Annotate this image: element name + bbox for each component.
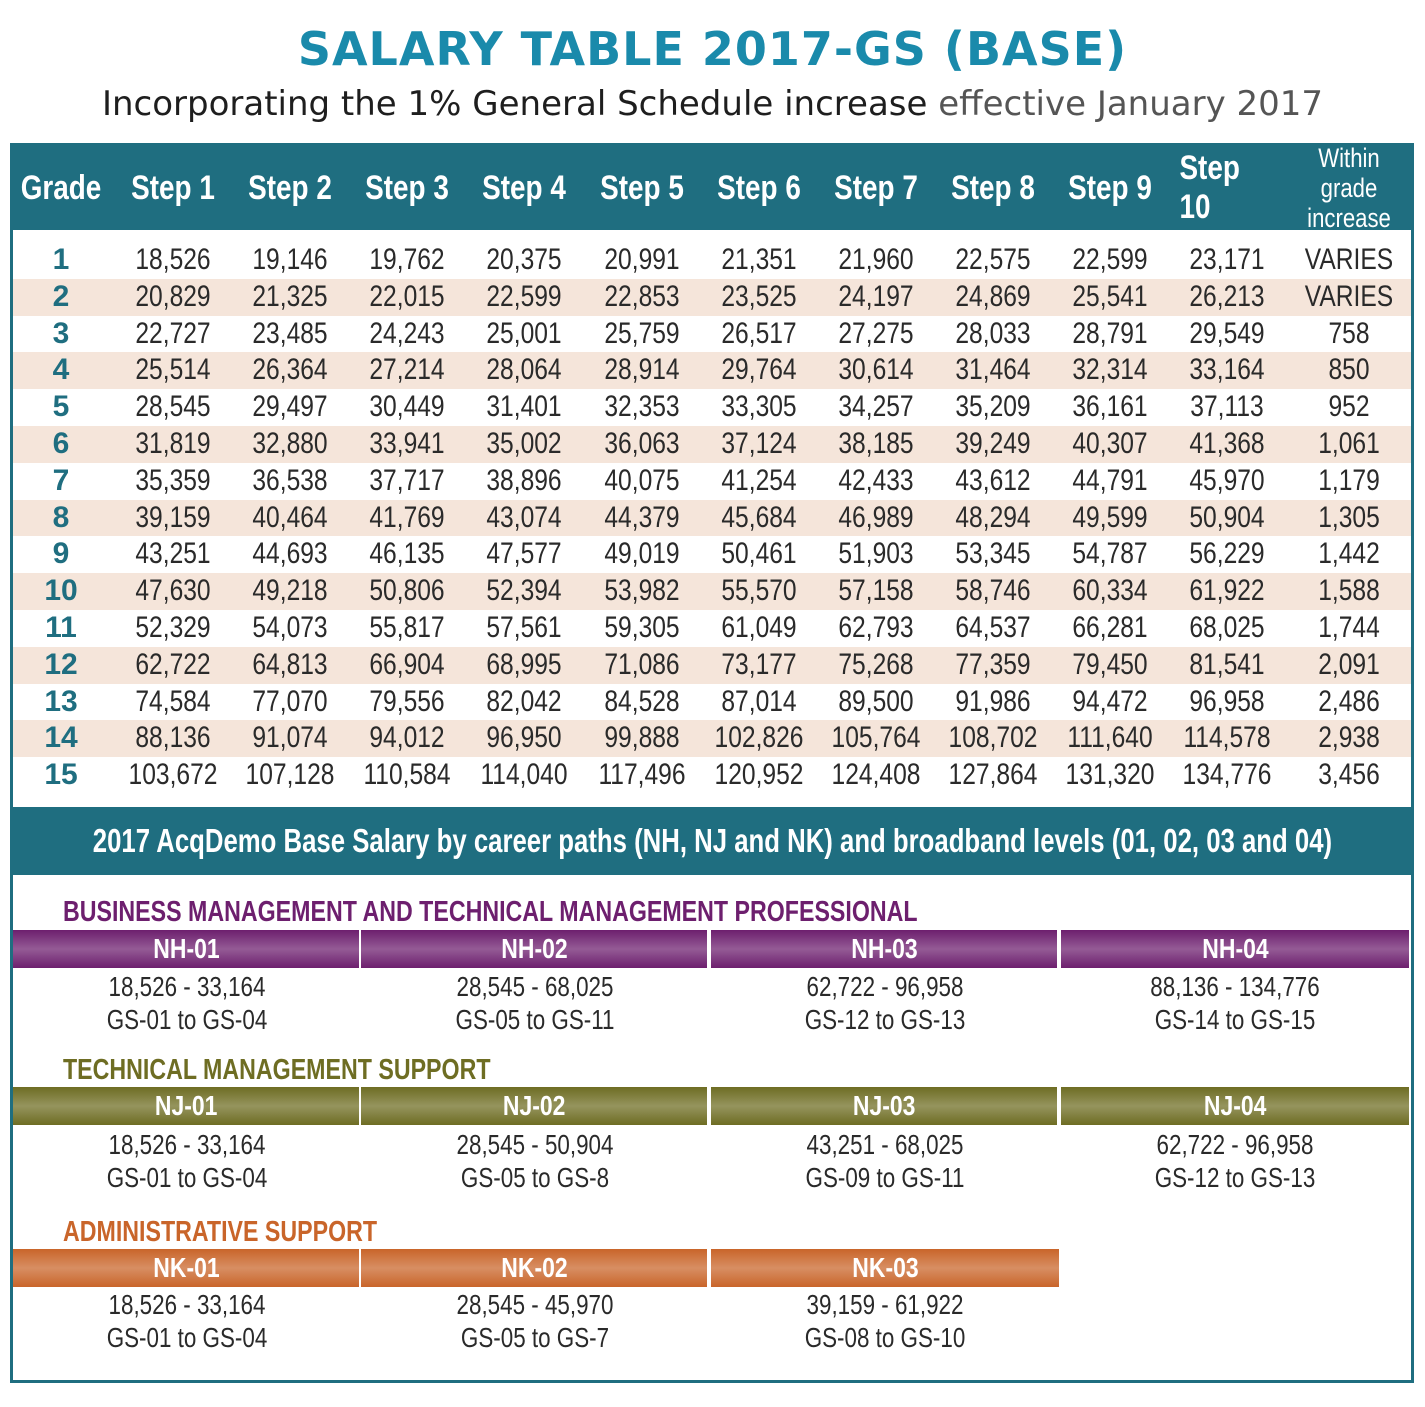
grade-cell: 13 (44, 684, 78, 718)
salary-cell: 32,353 (604, 390, 680, 424)
broadband-level-name: NH-04 (1201, 933, 1269, 964)
salary-cell: 57,158 (838, 574, 914, 608)
grade-cell: 1 (52, 243, 70, 276)
broadband-level-name: NH-03 (850, 933, 918, 964)
salary-cell: 43,612 (955, 463, 1031, 497)
wgi-cell: 1,588 (1318, 574, 1380, 608)
salary-range: 88,136 - 134,776 (1150, 971, 1320, 1002)
salary-cell: 49,019 (604, 537, 680, 571)
salary-cell: 53,345 (955, 537, 1031, 571)
salary-cell: 111,640 (1067, 721, 1153, 755)
salary-cell: 45,684 (721, 500, 797, 534)
broadband-level-header (1061, 930, 1411, 968)
salary-cell: 131,320 (1065, 758, 1155, 792)
grade-cell: 9 (52, 537, 70, 571)
grade-cell: 3 (52, 316, 70, 350)
broadband-level-header (361, 1249, 709, 1287)
salary-cell: 21,325 (252, 279, 328, 313)
salary-cell: 91,074 (252, 721, 328, 755)
salary-cell: 33,164 (1189, 353, 1265, 387)
gs-table-header (13, 143, 1411, 233)
header-step-8: Step 8 (951, 168, 1035, 207)
salary-cell: 34,257 (838, 390, 914, 424)
salary-range: 62,722 - 96,958 (806, 971, 964, 1002)
salary-cell: 27,214 (369, 353, 445, 387)
salary-range: 28,545 - 50,904 (456, 1129, 614, 1160)
grade-cell: 4 (52, 353, 70, 387)
salary-cell: 66,904 (369, 647, 445, 681)
salary-cell: 26,517 (721, 316, 797, 350)
salary-cell: 61,922 (1189, 574, 1265, 608)
gs-grade-range: GS-08 to GS-10 (804, 1322, 966, 1353)
wgi-cell: 2,091 (1318, 647, 1380, 681)
salary-cell: 30,449 (369, 390, 445, 424)
salary-cell: 40,307 (1072, 426, 1148, 460)
broadband-level-bar (13, 1249, 1411, 1287)
grade-cell: 2 (52, 279, 70, 313)
salary-cell: 47,577 (486, 537, 562, 571)
salary-cell: 96,958 (1189, 684, 1265, 718)
salary-range: 28,545 - 68,025 (456, 971, 614, 1002)
wgi-cell: 1,061 (1318, 426, 1380, 460)
salary-cell: 55,817 (369, 610, 445, 644)
salary-cell: 23,485 (252, 316, 328, 350)
salary-cell: 54,787 (1072, 537, 1148, 571)
broadband-level-values (715, 1128, 1055, 1194)
salary-cell: 96,950 (486, 721, 562, 755)
salary-cell: 49,599 (1072, 500, 1148, 534)
salary-cell: 28,791 (1072, 316, 1148, 350)
salary-cell: 31,819 (135, 426, 211, 460)
salary-cell: 41,254 (721, 463, 797, 497)
salary-cell: 42,433 (838, 463, 914, 497)
wgi-cell: 758 (1328, 316, 1370, 350)
table-row (13, 720, 1411, 757)
wgi-cell: 952 (1328, 390, 1370, 424)
table-row (13, 316, 1411, 353)
table-row (13, 500, 1411, 537)
salary-cell: 114,578 (1183, 721, 1271, 755)
salary-cell: 134,776 (1182, 758, 1272, 792)
salary-cell: 21,351 (721, 243, 797, 276)
broadband-level-header (711, 1087, 1059, 1125)
salary-cell: 43,074 (486, 500, 562, 534)
broadband-level-header (13, 1249, 361, 1287)
salary-cell: 22,575 (955, 243, 1031, 276)
salary-cell: 28,033 (955, 316, 1031, 350)
broadband-level-name: NK-03 (851, 1252, 919, 1283)
page-subtitle (0, 84, 1425, 124)
grade-cell: 6 (52, 426, 70, 460)
salary-cell: 79,556 (369, 684, 445, 718)
salary-range: 62,722 - 96,958 (1156, 1129, 1314, 1160)
salary-cell: 31,464 (955, 353, 1031, 387)
salary-cell: 68,025 (1189, 610, 1265, 644)
grade-cell: 14 (44, 721, 78, 755)
wgi-cell: VARIES (1304, 243, 1394, 276)
broadband-level-name: NK-01 (152, 1252, 220, 1283)
salary-cell: 22,727 (135, 316, 211, 350)
salary-cell: 30,614 (838, 353, 914, 387)
header-step-4: Step 4 (482, 168, 566, 207)
salary-cell: 114,040 (480, 758, 568, 792)
broadband-level-header (13, 930, 361, 968)
header-step-1: Step 1 (131, 168, 215, 207)
table-row (13, 242, 1411, 279)
wgi-cell: 1,744 (1318, 610, 1380, 644)
salary-cell: 120,952 (714, 758, 804, 792)
salary-cell: 25,514 (135, 353, 211, 387)
table-row (13, 684, 1411, 721)
salary-cell: 28,064 (486, 353, 562, 387)
salary-cell: 29,764 (721, 353, 797, 387)
wgi-header-line2: increase (1307, 203, 1391, 233)
wgi-cell: 1,179 (1318, 463, 1380, 497)
salary-cell: 108,702 (948, 721, 1038, 755)
salary-cell: 24,243 (369, 316, 445, 350)
salary-cell: 26,364 (252, 353, 328, 387)
header-step-2: Step 2 (248, 168, 332, 207)
salary-cell: 103,672 (128, 758, 218, 792)
salary-cell: 37,717 (369, 463, 445, 497)
salary-cell: 23,171 (1189, 243, 1265, 276)
grade-cell: 10 (44, 574, 78, 608)
career-path-title: BUSINESS MANAGEMENT AND TECHNICAL MANAGEMENT PROFESSIONAL (63, 896, 918, 928)
salary-cell: 21,960 (838, 243, 914, 276)
table-row (13, 463, 1411, 500)
broadband-level-values (1065, 1128, 1405, 1194)
salary-cell: 20,991 (604, 243, 680, 276)
salary-cell: 36,161 (1072, 390, 1148, 424)
broadband-level-name: NJ-03 (852, 1090, 916, 1121)
salary-cell: 46,135 (369, 537, 445, 571)
broadband-level-values (17, 1288, 357, 1354)
broadband-level-header (361, 930, 709, 968)
table-row (13, 426, 1411, 463)
broadband-level-header (1061, 1087, 1411, 1125)
header-step-3: Step 3 (365, 168, 449, 207)
salary-cell: 22,015 (369, 279, 445, 313)
salary-cell: 58,746 (955, 574, 1031, 608)
table-row (13, 647, 1411, 684)
salary-cell: 50,904 (1189, 500, 1265, 534)
salary-cell: 51,903 (838, 537, 914, 571)
salary-range: 18,526 - 33,164 (108, 1129, 266, 1160)
broadband-level-name: NH-02 (500, 933, 568, 964)
salary-cell: 36,538 (252, 463, 328, 497)
salary-cell: 23,525 (721, 279, 797, 313)
table-row (13, 352, 1411, 389)
header-grade: Grade (20, 168, 102, 207)
salary-cell: 50,461 (721, 537, 797, 571)
salary-cell: 33,941 (369, 426, 445, 460)
salary-cell: 87,014 (721, 684, 797, 718)
table-row (13, 279, 1411, 316)
salary-range: 43,251 - 68,025 (806, 1129, 964, 1160)
salary-cell: 89,500 (838, 684, 914, 718)
salary-cell: 29,549 (1189, 316, 1265, 350)
salary-cell: 62,722 (135, 647, 211, 681)
salary-cell: 25,001 (486, 316, 562, 350)
page-title: SALARY TABLE 2017-GS (BASE) (297, 22, 1128, 76)
grade-cell: 15 (44, 758, 78, 792)
salary-cell: 22,599 (486, 279, 562, 313)
salary-cell: 49,218 (252, 574, 328, 608)
broadband-level-header (13, 1087, 361, 1125)
salary-cell: 48,294 (955, 500, 1031, 534)
subtitle-main: Incorporating the 1% General Schedule increase (101, 84, 928, 124)
salary-cell: 53,982 (604, 574, 680, 608)
wgi-header-line1: Within grade (1318, 143, 1380, 203)
grade-cell: 7 (52, 463, 70, 497)
broadband-level-values (1065, 970, 1405, 1036)
salary-cell: 27,275 (838, 316, 914, 350)
wgi-cell: VARIES (1304, 279, 1394, 313)
salary-cell: 102,826 (714, 721, 804, 755)
salary-cell: 28,914 (604, 353, 680, 387)
salary-cell: 56,229 (1189, 537, 1265, 571)
salary-table-frame (10, 143, 1414, 1383)
wgi-cell: 2,486 (1318, 684, 1380, 718)
gs-grade-range: GS-01 to GS-04 (106, 1162, 268, 1193)
salary-cell: 39,159 (135, 500, 211, 534)
table-row (13, 536, 1411, 573)
career-path-title: TECHNICAL MANAGEMENT SUPPORT (63, 1054, 491, 1086)
salary-cell: 41,368 (1189, 426, 1265, 460)
salary-cell: 62,793 (838, 610, 914, 644)
broadband-level-values (715, 1288, 1055, 1354)
salary-cell: 61,049 (721, 610, 797, 644)
wgi-cell: 2,938 (1318, 721, 1380, 755)
grade-cell: 12 (44, 647, 78, 681)
wgi-cell: 850 (1328, 353, 1370, 387)
salary-cell: 35,359 (135, 463, 211, 497)
gs-grade-range: GS-01 to GS-04 (106, 1322, 268, 1353)
salary-cell: 32,314 (1072, 353, 1148, 387)
gs-grade-range: GS-05 to GS-11 (455, 1004, 615, 1035)
salary-cell: 40,464 (252, 500, 328, 534)
salary-cell: 73,177 (721, 647, 797, 681)
salary-cell: 22,599 (1072, 243, 1148, 276)
salary-cell: 94,012 (369, 721, 445, 755)
salary-cell: 25,541 (1072, 279, 1148, 313)
table-row (13, 573, 1411, 610)
salary-cell: 36,063 (604, 426, 680, 460)
salary-cell: 64,813 (252, 647, 328, 681)
salary-cell: 43,251 (135, 537, 211, 571)
broadband-level-header (711, 1249, 1059, 1287)
salary-cell: 54,073 (252, 610, 328, 644)
broadband-level-name: NJ-02 (502, 1090, 566, 1121)
salary-cell: 81,541 (1189, 647, 1265, 681)
gs-grade-range: GS-14 to GS-15 (1154, 1004, 1316, 1035)
header-within-grade-increase (1292, 143, 1407, 233)
salary-cell: 29,497 (252, 390, 328, 424)
salary-cell: 77,359 (955, 647, 1031, 681)
salary-cell: 24,197 (838, 279, 914, 313)
wgi-cell: 1,442 (1318, 537, 1380, 571)
salary-range: 28,545 - 45,970 (456, 1289, 614, 1320)
table-row (13, 389, 1411, 426)
salary-cell: 52,329 (135, 610, 211, 644)
acqdemo-title: 2017 AcqDemo Base Salary by career paths (NH, NJ and NK) and broadband levels (01, 02, 03 and 04) (92, 822, 1332, 859)
header-step-6: Step 6 (717, 168, 801, 207)
salary-cell: 127,864 (948, 758, 1038, 792)
header-step-7: Step 7 (834, 168, 918, 207)
salary-cell: 37,113 (1190, 390, 1264, 424)
salary-cell: 44,379 (604, 500, 680, 534)
salary-cell: 38,185 (838, 426, 914, 460)
gs-grade-range: GS-01 to GS-04 (106, 1004, 268, 1035)
salary-cell: 68,995 (486, 647, 562, 681)
salary-cell: 22,853 (604, 279, 680, 313)
header-step-9: Step 9 (1068, 168, 1152, 207)
wgi-cell: 3,456 (1318, 758, 1380, 792)
salary-cell: 94,472 (1072, 684, 1148, 718)
salary-cell: 20,829 (135, 279, 211, 313)
salary-cell: 107,128 (245, 758, 335, 792)
salary-cell: 45,970 (1189, 463, 1265, 497)
wgi-cell: 1,305 (1318, 500, 1380, 534)
salary-cell: 84,528 (604, 684, 680, 718)
salary-cell: 38,896 (486, 463, 562, 497)
salary-cell: 25,759 (604, 316, 680, 350)
salary-cell: 117,496 (598, 758, 686, 792)
broadband-level-name: NH-01 (152, 933, 220, 964)
grade-cell: 5 (52, 390, 70, 424)
salary-cell: 91,986 (955, 684, 1031, 718)
salary-cell: 50,806 (369, 574, 445, 608)
broadband-level-header (711, 930, 1059, 968)
table-row (13, 610, 1411, 647)
salary-cell: 71,086 (604, 647, 680, 681)
broadband-level-values (715, 970, 1055, 1036)
broadband-level-values (17, 970, 357, 1036)
salary-range: 18,526 - 33,164 (108, 971, 266, 1002)
broadband-level-header (361, 1087, 709, 1125)
salary-cell: 79,450 (1072, 647, 1148, 681)
salary-cell: 99,888 (604, 721, 680, 755)
salary-cell: 18,526 (135, 243, 211, 276)
header-step-5: Step 5 (600, 168, 684, 207)
salary-cell: 44,791 (1072, 463, 1148, 497)
salary-cell: 60,334 (1072, 574, 1148, 608)
salary-cell: 35,002 (486, 426, 562, 460)
salary-cell: 55,570 (721, 574, 797, 608)
salary-cell: 33,305 (721, 390, 797, 424)
subtitle-tail: effective January 2017 (938, 84, 1324, 124)
acqdemo-banner (13, 807, 1411, 875)
salary-cell: 64,537 (955, 610, 1031, 644)
salary-cell: 44,693 (252, 537, 328, 571)
salary-cell: 40,075 (604, 463, 680, 497)
salary-cell: 105,764 (831, 721, 921, 755)
broadband-level-name: NK-02 (500, 1252, 568, 1283)
salary-cell: 75,268 (838, 647, 914, 681)
salary-cell: 20,375 (486, 243, 562, 276)
gs-grade-range: GS-12 to GS-13 (804, 1004, 966, 1035)
gs-grade-range: GS-05 to GS-7 (460, 1322, 610, 1353)
salary-cell: 28,545 (135, 390, 211, 424)
salary-cell: 32,880 (252, 426, 328, 460)
salary-range: 18,526 - 33,164 (108, 1289, 266, 1320)
gs-grade-range: GS-05 to GS-8 (460, 1162, 610, 1193)
broadband-level-name: NJ-01 (154, 1090, 218, 1121)
broadband-level-bar (13, 930, 1411, 968)
broadband-level-name: NJ-04 (1203, 1090, 1267, 1121)
gs-grade-range: GS-09 to GS-11 (805, 1162, 965, 1193)
salary-cell: 37,124 (721, 426, 797, 460)
grade-cell: 8 (52, 500, 70, 534)
salary-cell: 39,249 (955, 426, 1031, 460)
salary-cell: 52,394 (486, 574, 562, 608)
broadband-level-values (17, 1128, 357, 1194)
salary-cell: 110,584 (363, 758, 451, 792)
gs-table-body (13, 242, 1411, 794)
salary-cell: 19,146 (252, 243, 328, 276)
salary-cell: 74,584 (135, 684, 211, 718)
grade-cell: 11 (45, 610, 77, 644)
salary-cell: 59,305 (604, 610, 680, 644)
salary-cell: 66,281 (1072, 610, 1148, 644)
gs-grade-range: GS-12 to GS-13 (1154, 1162, 1316, 1193)
salary-cell: 57,561 (486, 610, 562, 644)
salary-cell: 26,213 (1189, 279, 1265, 313)
career-path-title: ADMINISTRATIVE SUPPORT (63, 1216, 378, 1248)
salary-cell: 82,042 (486, 684, 562, 718)
header-step-10: Step 10 (1179, 149, 1240, 226)
salary-cell: 19,762 (369, 243, 445, 276)
salary-cell: 47,630 (135, 574, 211, 608)
broadband-level-values (365, 970, 705, 1036)
salary-cell: 35,209 (955, 390, 1031, 424)
broadband-level-values (365, 1288, 705, 1354)
salary-cell: 46,989 (838, 500, 914, 534)
salary-cell: 77,070 (252, 684, 328, 718)
table-row (13, 757, 1411, 794)
broadband-level-bar (13, 1087, 1411, 1125)
salary-range: 39,159 - 61,922 (806, 1289, 964, 1320)
salary-cell: 124,408 (831, 758, 921, 792)
salary-cell: 88,136 (135, 721, 211, 755)
broadband-level-values (365, 1128, 705, 1194)
salary-cell: 41,769 (369, 500, 445, 534)
salary-cell: 24,869 (955, 279, 1031, 313)
salary-cell: 31,401 (486, 390, 562, 424)
